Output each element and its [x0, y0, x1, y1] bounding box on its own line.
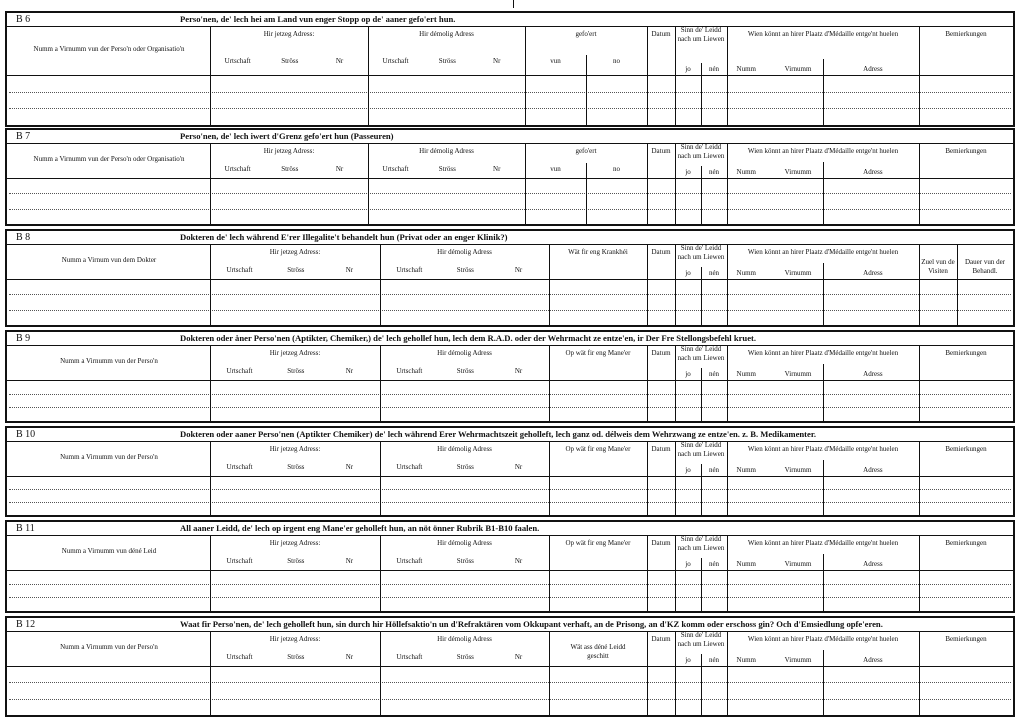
number-subheader: Nr — [493, 165, 501, 174]
no-subheader: nén — [708, 560, 720, 568]
name-column-header: Numm a Virnumm vun der Perso'n — [60, 643, 158, 651]
street-subheader: Ströss — [287, 557, 305, 566]
yes-subheader: jo — [685, 65, 691, 73]
medal-address-divider — [823, 59, 824, 125]
current-address-header: Hir jetzeg Adress: — [269, 539, 321, 547]
former-address-header: Hir démolig Adress — [437, 445, 492, 453]
column-rule — [368, 27, 369, 125]
section-b12 — [5, 616, 1015, 717]
town-subheader: Urtschaft — [226, 557, 253, 566]
section-title-bar — [7, 332, 1013, 346]
dotted-line — [9, 92, 1011, 93]
number-subheader: Nr — [514, 367, 523, 376]
column-rule — [647, 27, 648, 125]
remarks-header: Bemierkungen — [945, 539, 987, 547]
date-header: Datum — [651, 635, 671, 643]
date-header: Datum — [651, 248, 671, 256]
column-rule — [727, 245, 728, 325]
column-rule — [957, 245, 958, 325]
surname-subheader: Numm — [736, 466, 756, 474]
medal-address-divider — [823, 554, 824, 611]
header-bottom-rule — [7, 178, 1013, 179]
no-subheader: nén — [708, 370, 720, 378]
column-rule — [919, 144, 920, 224]
column-rule — [919, 632, 920, 715]
town-subheader: Urtschaft — [396, 653, 423, 662]
section-code: B 7 — [16, 131, 31, 142]
dotted-line — [9, 699, 1011, 700]
still-alive-header: Sinn de' Leidd nach um Liewen — [677, 535, 725, 552]
visit-count-header: Zuel vun de Visiten — [921, 258, 955, 275]
column-rule — [675, 27, 676, 125]
no-subheader: nén — [708, 656, 720, 664]
column-rule — [647, 144, 648, 224]
street-subheader: Ströss — [456, 367, 474, 376]
firstname-subheader: Virnumm — [784, 656, 812, 664]
former-address-header: Hir démolig Adress — [437, 248, 492, 256]
number-subheader: Nr — [335, 165, 344, 174]
street-subheader: Ströss — [281, 56, 299, 65]
section-code: B 12 — [16, 619, 36, 630]
dotted-line — [9, 108, 1011, 109]
remarks-header: Bemierkungen — [945, 30, 987, 38]
town-subheader: Urtschaft — [382, 165, 409, 174]
town-subheader: Urtschaft — [224, 165, 251, 174]
former-address-header: Hir démolig Adress — [437, 349, 492, 357]
column-rule — [210, 632, 211, 715]
date-header: Datum — [651, 349, 671, 357]
medal-address-subheader: Adress — [863, 269, 883, 277]
firstname-subheader: Virnumm — [784, 370, 812, 378]
section-title: Perso'nen, de' lech iwert d'Grenz gefo'ert hun (Passeuren) — [180, 131, 394, 141]
dotted-line — [9, 310, 1011, 311]
date-header: Datum — [651, 445, 671, 453]
street-subheader: Ströss — [456, 463, 474, 472]
section-title-bar — [7, 428, 1013, 442]
transported-header: gefo'ert — [575, 30, 597, 38]
number-subheader: Nr — [514, 266, 523, 275]
number-subheader: Nr — [514, 463, 523, 472]
street-subheader: Ströss — [287, 463, 305, 472]
no-subheader: nén — [708, 65, 720, 73]
column-rule — [210, 245, 211, 325]
column-rule — [380, 245, 381, 325]
current-address-header: Hir jetzeg Adress: — [269, 635, 321, 643]
street-subheader: Ströss — [456, 653, 474, 662]
section-b6 — [5, 11, 1015, 127]
name-column-header: Numm a Virnumm vun der Perso'n — [60, 453, 158, 461]
medal-address-divider — [823, 460, 824, 515]
dotted-line — [9, 489, 1011, 490]
medal-address-subheader: Adress — [863, 168, 883, 176]
header-bottom-rule — [7, 380, 1013, 381]
town-subheader: Urtschaft — [226, 653, 253, 662]
to-subheader: no — [613, 56, 620, 65]
yes-subheader: jo — [685, 168, 691, 176]
section-title-bar — [7, 231, 1013, 245]
medal-address-subheader: Adress — [863, 466, 883, 474]
town-subheader: Urtschaft — [396, 557, 423, 566]
manner-header: Op wät fir eng Mane'er — [565, 539, 631, 547]
former-address-header: Hir démolig Adress — [419, 30, 474, 38]
still-alive-header: Sinn de' Leidd nach um Liewen — [677, 244, 725, 261]
former-address-header: Hir démolig Adress — [437, 635, 492, 643]
yes-subheader: jo — [685, 269, 691, 277]
column-rule — [727, 27, 728, 125]
section-title: Dokteren oder åner Perso'nen (Aptikter, Chemiker,) de' lech gehollef hun, lech dem R.A.D. oder der Wehrmacht ze entze'en, ir Der Fre Stellongsbefehl kruet. — [180, 333, 757, 343]
street-subheader: Ströss — [287, 266, 305, 275]
remarks-header: Bemierkungen — [945, 147, 987, 155]
column-rule — [727, 144, 728, 224]
section-b11 — [5, 520, 1015, 613]
street-subheader: Ströss — [456, 557, 474, 566]
date-header: Datum — [651, 147, 671, 155]
dotted-line — [9, 502, 1011, 503]
street-subheader: Ströss — [281, 165, 299, 174]
medal-recipient-header: Wien könnt an hirer Plaatz d'Médaille entge'nt huelen — [747, 539, 899, 547]
column-rule — [727, 442, 728, 515]
number-subheader: Nr — [345, 266, 354, 275]
number-subheader: Nr — [514, 557, 523, 566]
what-happened-header: Wät ass déné Leidd geschitt — [570, 643, 626, 660]
medal-recipient-header: Wien könnt an hirer Plaatz d'Médaille entge'nt huelen — [747, 30, 899, 38]
column-rule — [675, 442, 676, 515]
no-subheader: nén — [708, 269, 720, 277]
date-header: Datum — [651, 30, 671, 38]
surname-subheader: Numm — [736, 269, 756, 277]
current-address-header: Hir jetzeg Adress: — [263, 30, 315, 38]
from-subheader: vun — [550, 56, 561, 65]
street-subheader: Ströss — [456, 266, 474, 275]
medal-address-divider — [823, 650, 824, 715]
medal-address-subheader: Adress — [863, 65, 883, 73]
yes-subheader: jo — [685, 656, 691, 664]
transported-header: gefo'ert — [575, 147, 597, 155]
firstname-subheader: Virnumm — [784, 65, 812, 73]
name-column-header: Numm a Virnumm vun der Perso'n oder Organisatio'n — [33, 45, 185, 53]
to-subheader: no — [613, 165, 620, 174]
header-bottom-rule — [7, 570, 1013, 571]
section-b8 — [5, 229, 1015, 327]
town-subheader: Urtschaft — [396, 463, 423, 472]
town-subheader: Urtschaft — [382, 56, 409, 65]
town-subheader: Urtschaft — [226, 367, 253, 376]
section-title-bar — [7, 130, 1013, 144]
header-bottom-rule — [7, 476, 1013, 477]
medal-recipient-header: Wien könnt an hirer Plaatz d'Médaille entge'nt huelen — [747, 445, 899, 453]
surname-subheader: Numm — [736, 65, 756, 73]
name-column-header: Numm a Virnum vun dem Dokter — [61, 256, 157, 264]
medal-recipient-header: Wien könnt an hirer Plaatz d'Médaille entge'nt huelen — [747, 635, 899, 643]
header-bottom-rule — [7, 666, 1013, 667]
medal-address-divider — [823, 364, 824, 421]
medal-address-subheader: Adress — [863, 656, 883, 664]
current-address-header: Hir jetzeg Adress: — [269, 248, 321, 256]
section-code: B 10 — [16, 429, 36, 440]
column-rule — [525, 144, 526, 224]
column-rule — [919, 245, 920, 325]
column-rule — [647, 245, 648, 325]
remarks-header: Bemierkungen — [945, 445, 987, 453]
section-code: B 9 — [16, 333, 31, 344]
number-subheader: Nr — [493, 56, 501, 65]
yes-subheader: jo — [685, 466, 691, 474]
firstname-subheader: Virnumm — [784, 269, 812, 277]
section-b10 — [5, 426, 1015, 517]
from-subheader: vun — [550, 165, 561, 174]
town-subheader: Urtschaft — [396, 266, 423, 275]
dotted-line — [9, 294, 1011, 295]
medal-address-divider — [823, 263, 824, 325]
section-title: All aaner Leidd, de' lech op irgent eng Mane'er geholleft hun, an nöt önner Rubrik B1-B10 faalen. — [180, 523, 540, 533]
firstname-subheader: Virnumm — [784, 560, 812, 568]
header-bottom-rule — [7, 75, 1013, 76]
section-title: Perso'nen, de' lech hei am Land vun enger Stopp op de' aaner gefo'ert hun. — [180, 14, 456, 24]
section-title: Dokteren de' lech während E'rer Illegalite't behandelt hun (Privat oder an enger Klinik?) — [180, 232, 508, 242]
dotted-line — [9, 394, 1011, 395]
header-bottom-rule — [7, 279, 1013, 280]
dotted-line — [9, 682, 1011, 683]
section-title: Waat fir Perso'nen, de' lech geholleft hun, sin durch hir Höllefsaktio'n un d'Refraktären vom Okkupant verhaft, an de Prisong, an d'KZ komm oder erschoss gin? Och d'Emsiedlung opfe'eren. — [180, 619, 883, 629]
column-rule — [210, 27, 211, 125]
name-column-header: Numm a Virnumm vun der Perso'n — [60, 357, 158, 365]
number-subheader: Nr — [335, 56, 344, 65]
dotted-line — [9, 407, 1011, 408]
column-rule — [210, 144, 211, 224]
manner-header: Op wät fir eng Mane'er — [565, 445, 631, 453]
still-alive-header: Sinn de' Leidd nach um Liewen — [677, 143, 725, 160]
firstname-subheader: Virnumm — [784, 466, 812, 474]
no-subheader: nén — [708, 168, 720, 176]
column-rule — [727, 536, 728, 611]
manner-header: Op wät fir eng Mane'er — [565, 349, 631, 357]
medal-recipient-header: Wien könnt an hirer Plaatz d'Médaille entge'nt huelen — [747, 248, 899, 256]
number-subheader: Nr — [514, 653, 523, 662]
medal-address-subheader: Adress — [863, 370, 883, 378]
remarks-header: Bemierkungen — [945, 349, 987, 357]
still-alive-header: Sinn de' Leidd nach um Liewen — [677, 345, 725, 362]
medal-recipient-header: Wien könnt an hirer Plaatz d'Médaille entge'nt huelen — [747, 349, 899, 357]
number-subheader: Nr — [345, 557, 354, 566]
section-title-bar — [7, 618, 1013, 632]
date-header: Datum — [651, 539, 671, 547]
still-alive-header: Sinn de' Leidd nach um Liewen — [677, 441, 725, 458]
column-rule — [380, 632, 381, 715]
surname-subheader: Numm — [736, 370, 756, 378]
number-subheader: Nr — [345, 653, 354, 662]
column-rule — [675, 144, 676, 224]
medal-recipient-header: Wien könnt an hirer Plaatz d'Médaille entge'nt huelen — [747, 147, 899, 155]
no-subheader: nén — [708, 466, 720, 474]
name-column-header: Numm a Virnumm vun déné Leid — [61, 547, 157, 555]
section-b9 — [5, 330, 1015, 423]
still-alive-header: Sinn de' Leidd nach um Liewen — [677, 26, 725, 43]
top-mark — [513, 0, 514, 8]
column-rule — [675, 632, 676, 715]
yes-subheader: jo — [685, 370, 691, 378]
number-subheader: Nr — [345, 463, 354, 472]
column-rule — [675, 245, 676, 325]
current-address-header: Hir jetzeg Adress: — [263, 147, 315, 155]
column-rule — [647, 632, 648, 715]
former-address-header: Hir démolig Adress — [437, 539, 492, 547]
still-alive-header: Sinn de' Leidd nach um Liewen — [677, 631, 725, 648]
section-b7 — [5, 128, 1015, 226]
former-address-header: Hir démolig Adress — [419, 147, 474, 155]
town-subheader: Urtschaft — [226, 266, 253, 275]
street-subheader: Ströss — [438, 56, 456, 65]
column-rule — [549, 245, 550, 325]
dotted-line — [9, 193, 1011, 194]
column-rule — [549, 632, 550, 715]
treatment-duration-header: Dauer vun der Behandl. — [964, 258, 1006, 275]
section-code: B 11 — [16, 523, 35, 534]
column-rule — [727, 632, 728, 715]
street-subheader: Ströss — [287, 653, 305, 662]
yes-subheader: jo — [685, 560, 691, 568]
town-subheader: Urtschaft — [224, 56, 251, 65]
column-rule — [525, 27, 526, 125]
section-code: B 6 — [16, 14, 31, 25]
name-column-header: Numm a Virnumm vun der Perso'n oder Organisatio'n — [33, 155, 185, 163]
dotted-line — [9, 597, 1011, 598]
town-subheader: Urtschaft — [396, 367, 423, 376]
dotted-line — [9, 209, 1011, 210]
surname-subheader: Numm — [736, 560, 756, 568]
remarks-header: Bemierkungen — [945, 635, 987, 643]
surname-subheader: Numm — [736, 168, 756, 176]
section-title-bar — [7, 522, 1013, 536]
firstname-subheader: Virnumm — [784, 168, 812, 176]
medal-address-subheader: Adress — [863, 560, 883, 568]
column-rule — [675, 346, 676, 421]
column-rule — [727, 346, 728, 421]
surname-subheader: Numm — [736, 656, 756, 664]
current-address-header: Hir jetzeg Adress: — [269, 445, 321, 453]
illness-header: Wät fir eng Krankhéi — [568, 248, 628, 256]
section-title-bar — [7, 13, 1013, 27]
dotted-line — [9, 584, 1011, 585]
column-rule — [919, 27, 920, 125]
section-title: Dokteren oder aaner Perso'nen (Aptikter Chemiker) de' lech während Erer Wehrmachtszeit geholleft, lech ganz od. délweis dem Wehrzwang ze entze'en. z. B. Medikamenter. — [180, 429, 817, 439]
current-address-header: Hir jetzeg Adress: — [269, 349, 321, 357]
town-subheader: Urtschaft — [226, 463, 253, 472]
street-subheader: Ströss — [438, 165, 456, 174]
section-code: B 8 — [16, 232, 31, 243]
number-subheader: Nr — [345, 367, 354, 376]
medal-address-divider — [823, 162, 824, 224]
column-rule — [368, 144, 369, 224]
column-rule — [675, 536, 676, 611]
street-subheader: Ströss — [287, 367, 305, 376]
